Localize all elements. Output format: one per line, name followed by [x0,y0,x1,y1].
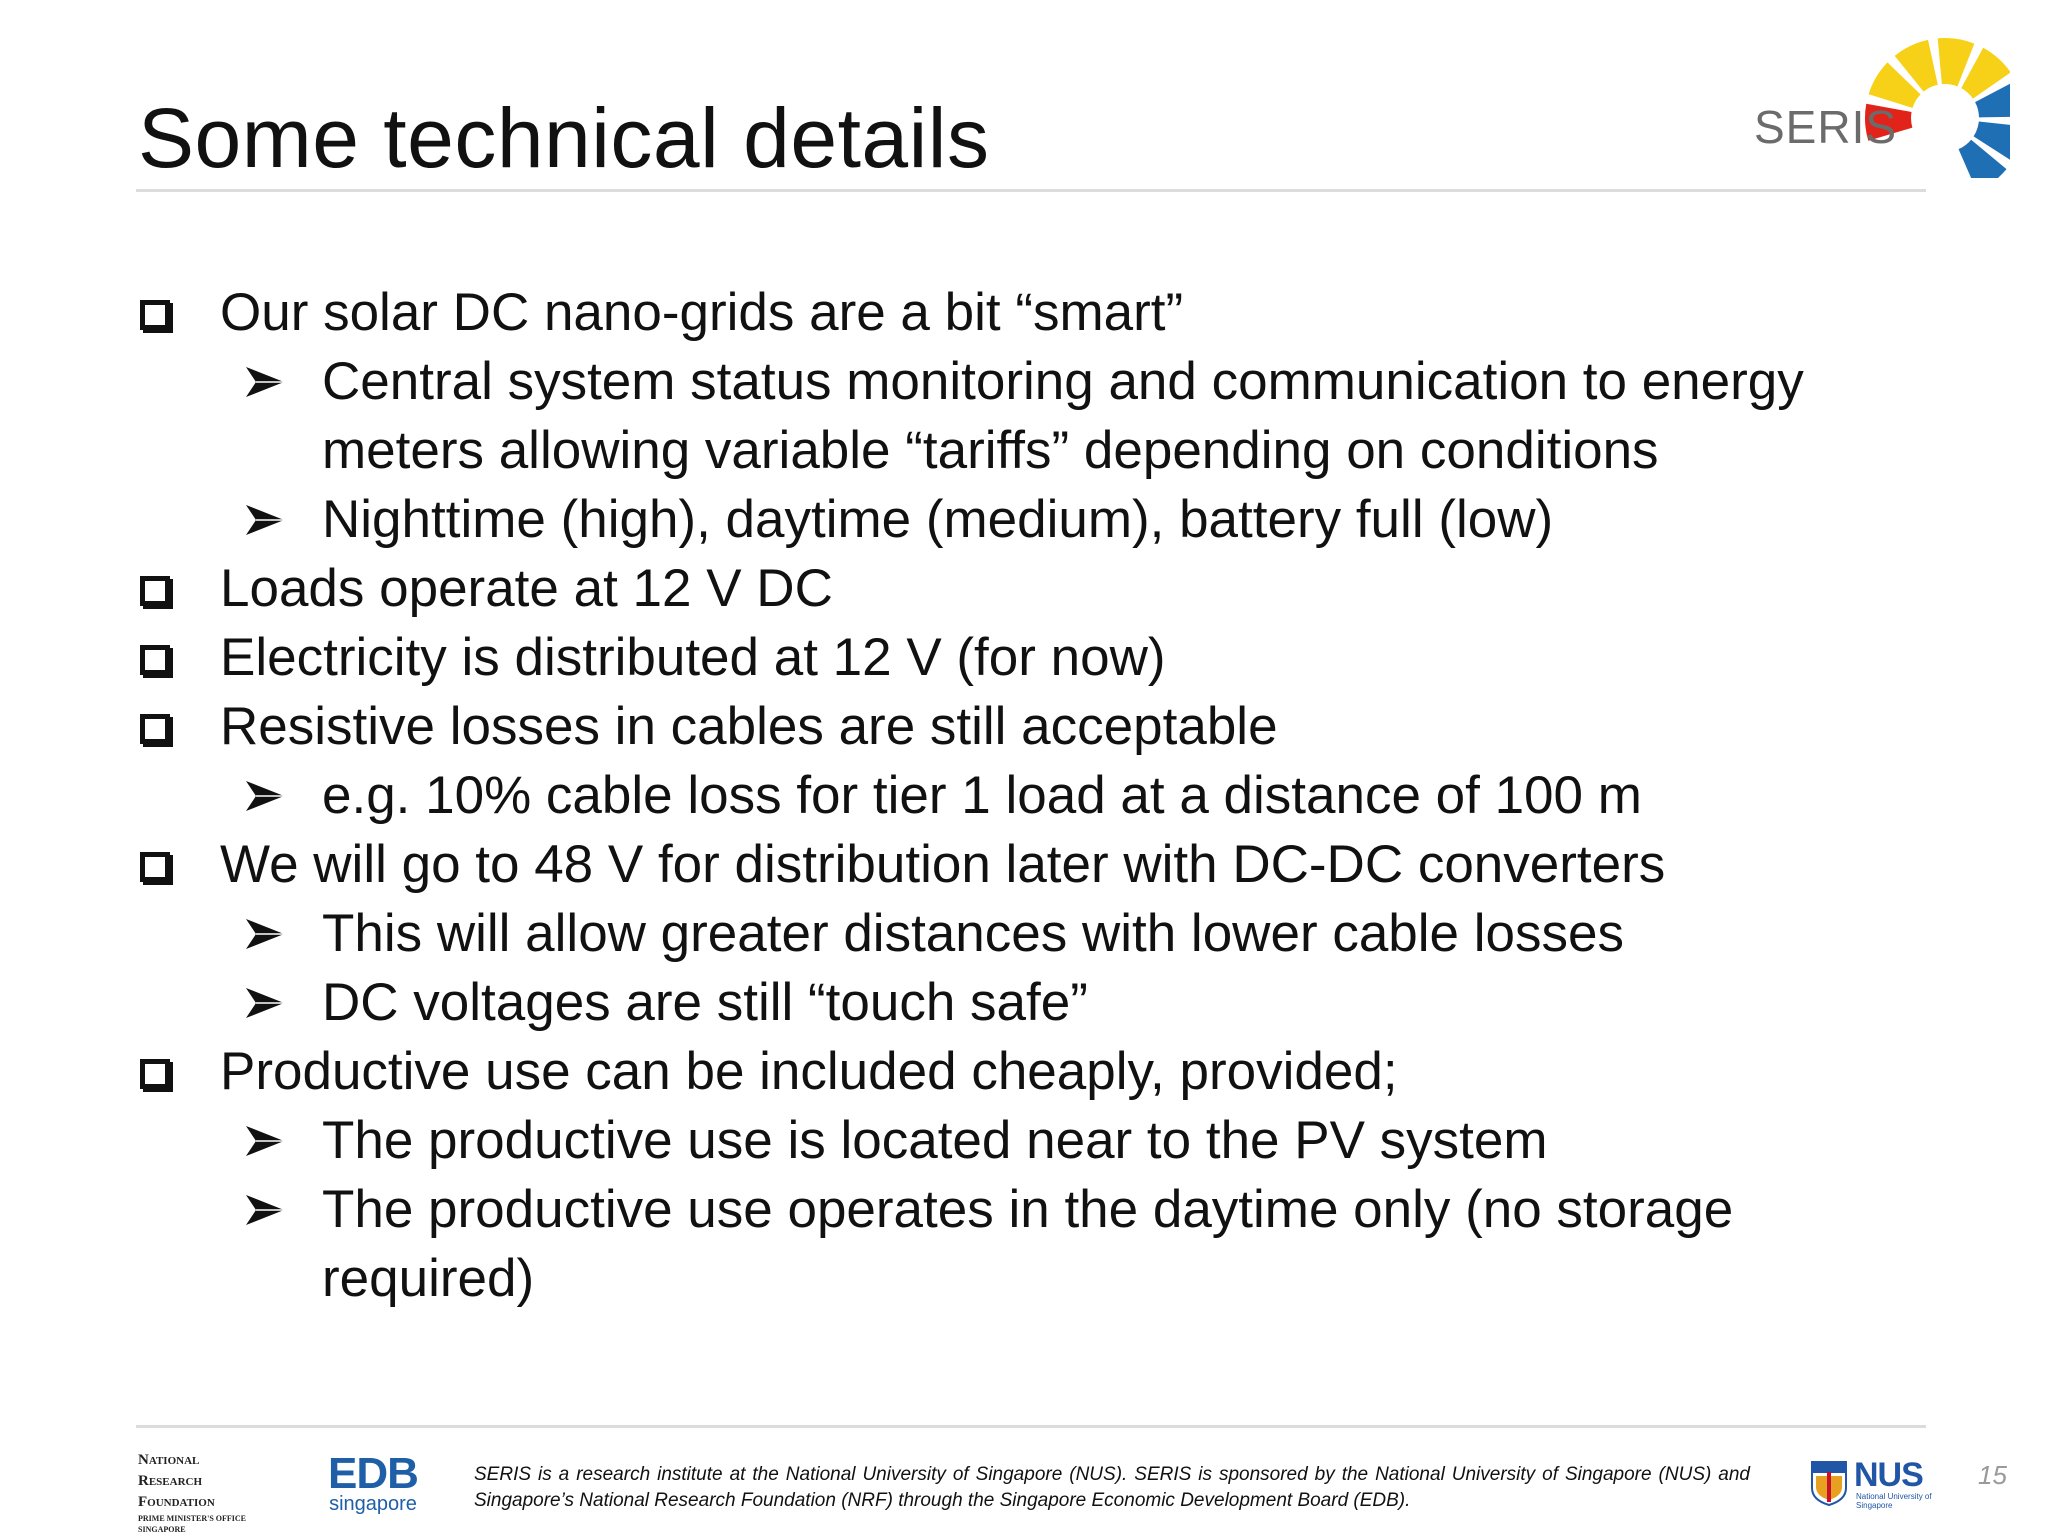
arrow-bullet-icon [244,761,286,830]
arrow-bullet-icon [244,347,286,416]
title-divider [136,189,1926,192]
nus-logo [1810,1454,1940,1514]
bullet-text: Resistive losses in cables are still acceptable [220,697,1278,756]
footer-disclaimer: SERIS is a research institute at the National University of Singapore (NUS). SERIS is sponsored by the National University of Singapore (NUS) and Singapore’s National Research Foundation (NRF) through the Singapore Economic Development Board (EDB). [474,1464,1750,1511]
sub-bullet-item [140,347,1960,485]
bullet-text: Loads operate at 12 V DC [220,559,833,618]
bullet-text: We will go to 48 V for distribution later with DC-DC converters [220,835,1666,894]
nus-crest-icon [1810,1460,1848,1506]
edb-logo [318,1449,428,1515]
bullet-item [140,1037,1960,1106]
bullet-text: Productive use can be included cheaply, provided; [220,1042,1398,1101]
bullet-item [140,692,1960,761]
nrf-logo-line: Research [138,1473,203,1489]
sub-bullet-item [140,485,1960,554]
bullet-text: Nighttime (high), daytime (medium), battery full (low) [322,490,1554,549]
arrow-bullet-icon [244,899,286,968]
checkbox-bullet-icon [140,278,170,347]
nrf-logo [138,1450,278,1535]
sub-bullet-item [140,1106,1960,1175]
edb-logo-mark: EDB [328,1449,418,1498]
seris-logo-text: SERIS [1754,101,1898,153]
bullet-item [140,554,1960,623]
nus-wordmark: NUS [1854,1456,1923,1494]
checkbox-bullet-icon [140,1037,170,1106]
seris-logo [1740,28,2010,178]
bullet-text: DC voltages are still “touch safe” [322,973,1088,1032]
bullet-text: Electricity is distributed at 12 V (for now) [220,628,1166,687]
sub-bullet-item [140,1175,1960,1313]
bullet-list [140,278,1960,1313]
bullet-text: Central system status monitoring and communication to energy meters allowing variable “tariffs” depending on conditions [322,352,1804,480]
nus-tagline: National University of Singapore [1856,1492,1932,1510]
bullet-text: This will allow greater distances with lower cable losses [322,904,1624,963]
sub-bullet-item [140,761,1960,830]
bullet-item [140,278,1960,347]
slide-title: Some technical details [138,91,990,185]
arrow-bullet-icon [244,968,286,1037]
nrf-logo-subline: PRIME MINISTER'S OFFICE [138,1514,247,1523]
bullet-text: Our solar DC nano-grids are a bit “smart” [220,283,1184,342]
bullet-item [140,830,1960,899]
page-number: 15 [1978,1460,2007,1490]
checkbox-bullet-icon [140,623,170,692]
checkbox-bullet-icon [140,830,170,899]
sub-bullet-item [140,899,1960,968]
footer-divider [136,1425,1926,1428]
bullet-item [140,623,1960,692]
nrf-logo-subline: SINGAPORE [138,1525,186,1534]
arrow-bullet-icon [244,1175,286,1244]
checkbox-bullet-icon [140,692,170,761]
bullet-text: e.g. 10% cable loss for tier 1 load at a distance of 100 m [322,766,1642,825]
edb-logo-subtext: singapore [329,1493,417,1515]
nrf-logo-line: National [138,1452,200,1468]
nrf-logo-line: Foundation [138,1494,215,1510]
bullet-text: The productive use operates in the daytime only (no storage required) [322,1180,1734,1308]
arrow-bullet-icon [244,1106,286,1175]
sub-bullet-item [140,968,1960,1037]
arrow-bullet-icon [244,485,286,554]
checkbox-bullet-icon [140,554,170,623]
bullet-text: The productive use is located near to the PV system [322,1111,1548,1170]
